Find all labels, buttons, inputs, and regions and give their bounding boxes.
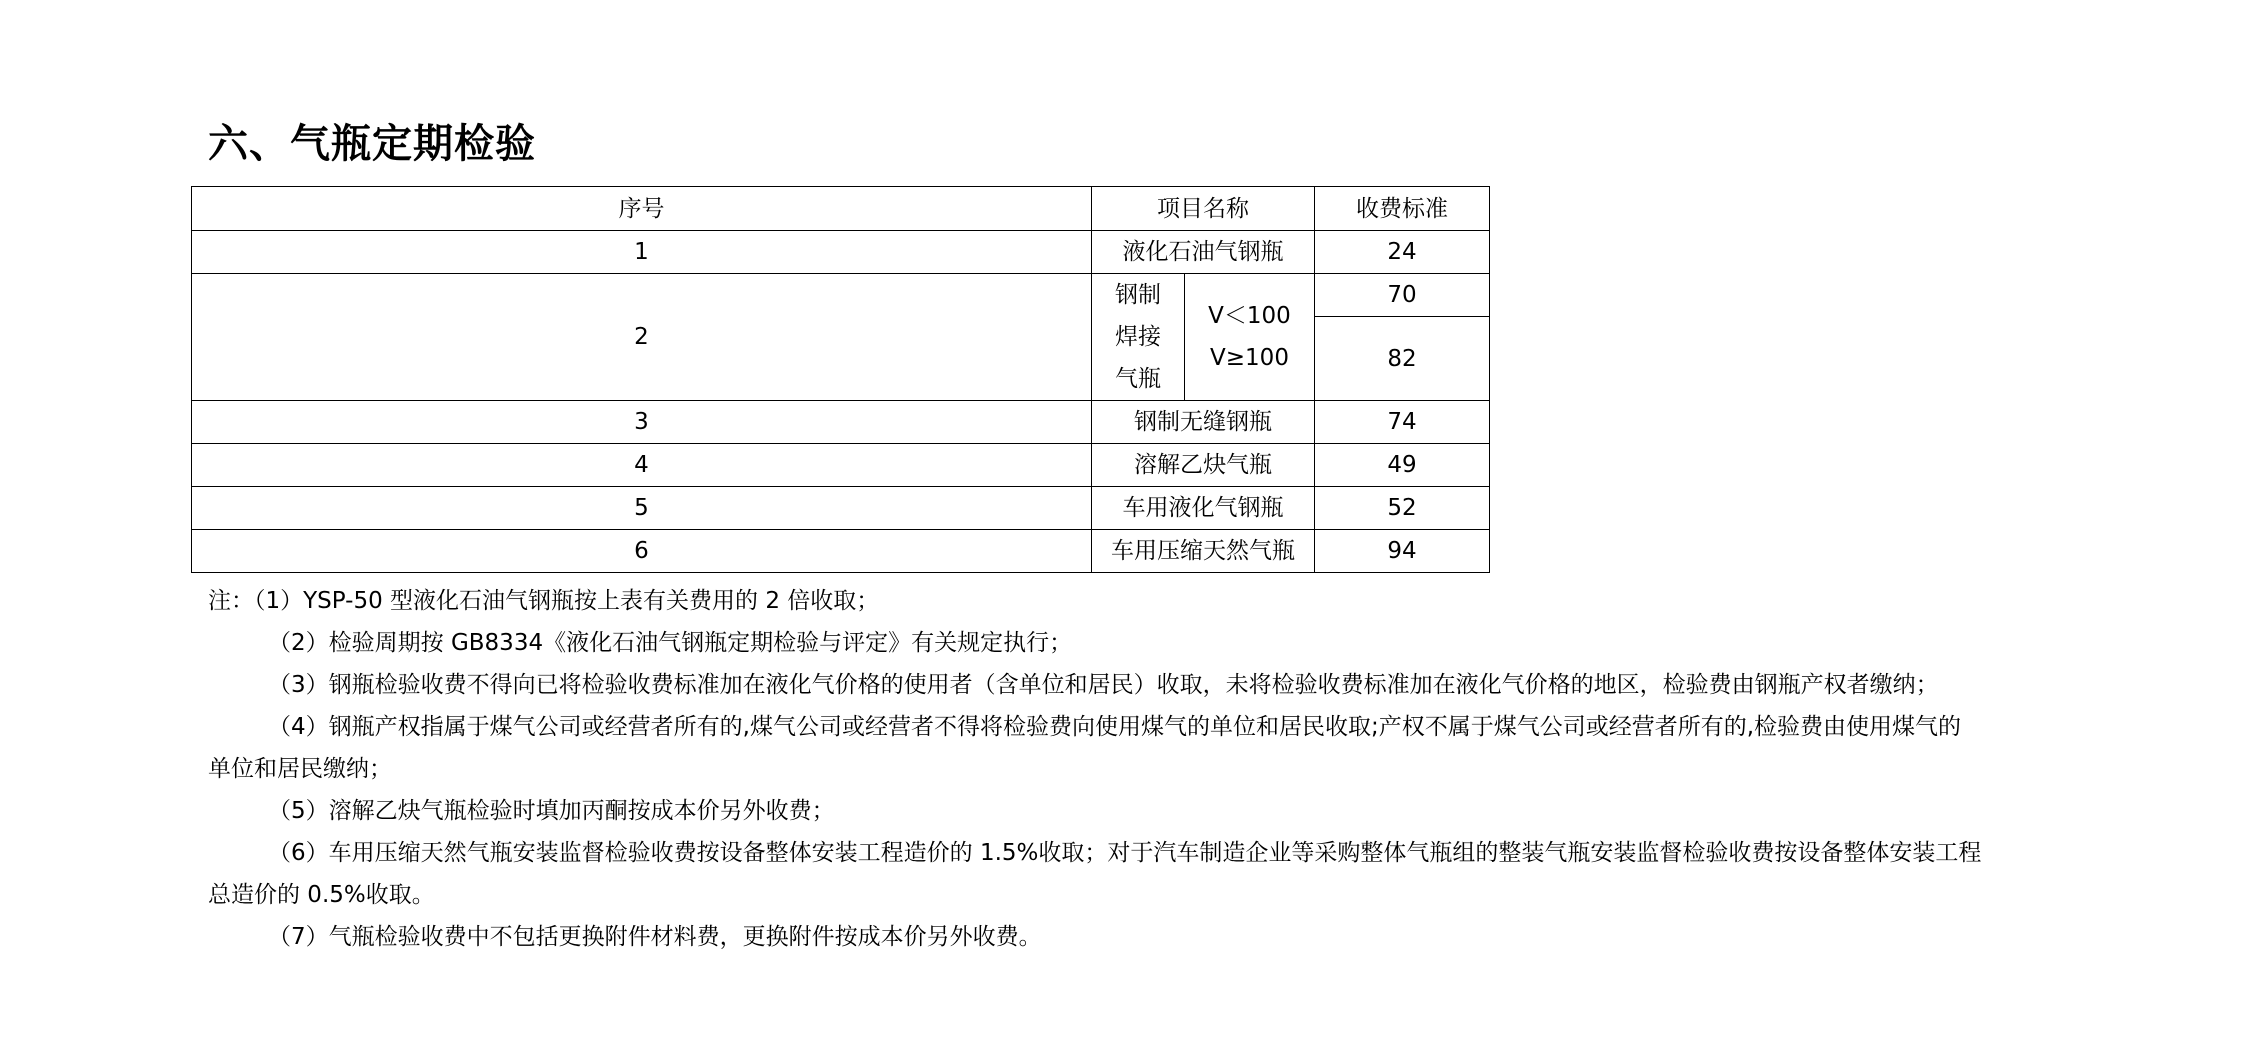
row-fee: 49 <box>1315 444 1490 487</box>
row-group-label <box>1092 274 1185 401</box>
row-item-name: 钢制无缝钢瓶 <box>1092 401 1315 444</box>
row-number: 2 <box>192 274 1092 401</box>
row-number: 5 <box>192 487 1092 530</box>
table-row <box>192 231 1490 274</box>
group-label-line: 钢制 <box>1115 282 1161 308</box>
table-header-row <box>192 187 1490 231</box>
note-6: （6）车用压缩天然气瓶安装监督检验收费按设备整体安装工程造价的 1.5%收取；对于汽车制造企业等采购整体气瓶组的整装气瓶安装监督检验收费按设备整体安装工程 <box>268 840 1982 866</box>
row-item-name: 溶解乙炔气瓶 <box>1092 444 1315 487</box>
row-fee: 70 <box>1315 274 1490 317</box>
note-5: （5）溶解乙炔气瓶检验时填加丙酮按成本价另外收费； <box>268 798 835 824</box>
note-7: （7）气瓶检验收费中不包括更换附件材料费，更换附件按成本价另外收费。 <box>268 924 1042 950</box>
page-title: 六、气瓶定期检验 <box>208 120 536 167</box>
row-number: 3 <box>192 401 1092 444</box>
table-row <box>192 444 1490 487</box>
table-row <box>192 274 1490 317</box>
note-3: （3）钢瓶检验收费不得向已将检验收费标准加在液化气价格的使用者（含单位和居民）收取，未将检验收费标准加在液化气价格的地区，检验费由钢瓶产权者缴纳； <box>268 672 1939 698</box>
note-1: 注：（1）YSP-50 型液化石油气钢瓶按上表有关费用的 2 倍收取； <box>208 588 880 614</box>
fee-table <box>191 186 1490 573</box>
row-fee: 52 <box>1315 487 1490 530</box>
note-4-continued: 单位和居民缴纳； <box>208 756 392 782</box>
row-item-name: 车用液化气钢瓶 <box>1092 487 1315 530</box>
row-fee: 82 <box>1315 317 1490 401</box>
header-fee-standard: 收费标准 <box>1315 187 1490 231</box>
row-number: 6 <box>192 530 1092 573</box>
row-fee: 74 <box>1315 401 1490 444</box>
row-fee: 24 <box>1315 231 1490 274</box>
note-4: （4）钢瓶产权指属于煤气公司或经营者所有的,煤气公司或经营者不得将检验费向使用煤气的单位和居民收取;产权不属于煤气公司或经营者所有的,检验费由使用煤气的 <box>268 714 1962 740</box>
row-number: 4 <box>192 444 1092 487</box>
table-row <box>192 530 1490 573</box>
volume-over-100: V≥100 <box>1210 345 1289 371</box>
table-row <box>192 401 1490 444</box>
row-fee: 94 <box>1315 530 1490 573</box>
header-serial-number: 序号 <box>192 187 1092 231</box>
row-item-name: 液化石油气钢瓶 <box>1092 231 1315 274</box>
group-label-line: 气瓶 <box>1115 366 1161 392</box>
note-2: （2）检验周期按 GB8334《液化石油气钢瓶定期检验与评定》有关规定执行； <box>268 630 1073 656</box>
header-item-name: 项目名称 <box>1092 187 1315 231</box>
row-volume-conditions <box>1185 274 1315 401</box>
table-row <box>192 487 1490 530</box>
volume-under-100: V＜100 <box>1208 303 1291 329</box>
row-number: 1 <box>192 231 1092 274</box>
group-label-line: 焊接 <box>1115 324 1161 350</box>
notes-section <box>208 580 2038 958</box>
note-6-continued: 总造价的 0.5%收取。 <box>208 882 435 908</box>
row-item-name: 车用压缩天然气瓶 <box>1092 530 1315 573</box>
